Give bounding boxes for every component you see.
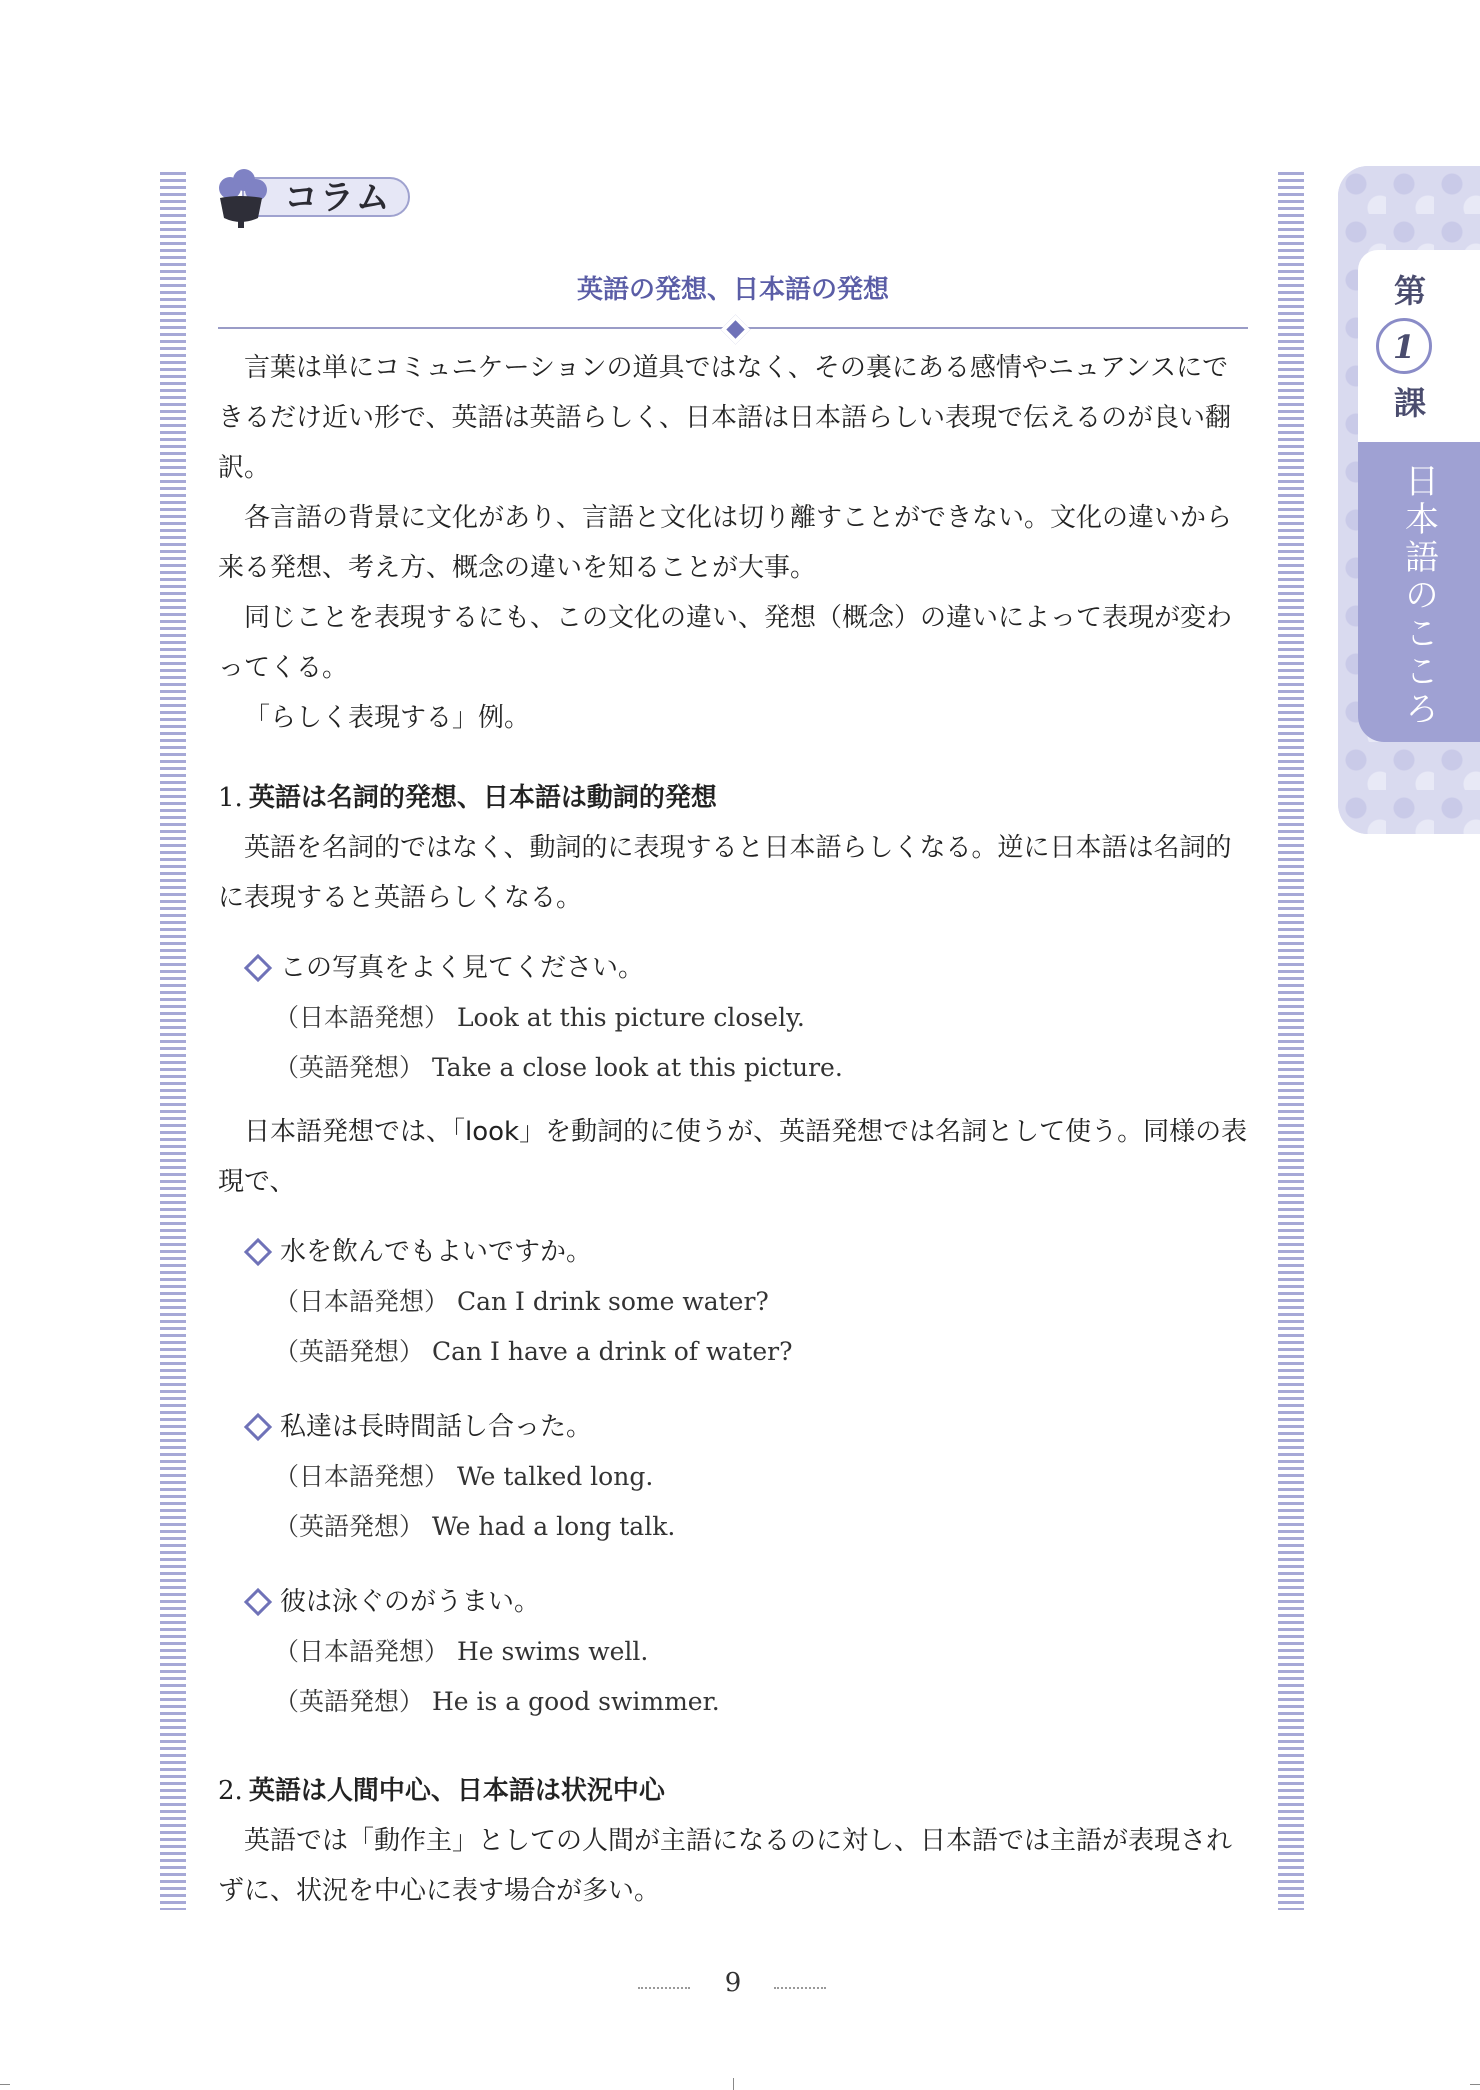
section-1-paragraph: 英語を名詞的ではなく、動詞的に表現すると日本語らしくなる。逆に日本語は名詞的に表現すると英語らしくなる。 [218, 833, 1232, 913]
example-japanese-style: （日本語発想） He swims well. [274, 1637, 649, 1666]
chapter-ka: 課 [1394, 384, 1427, 422]
section-2 [218, 1766, 1248, 1916]
section-1-middle-paragraph: 日本語発想では、「look」を動詞的に使うが、英語発想では名詞として使う。同様の表現で、 [218, 1117, 1248, 1197]
crop-mark [1470, 2084, 1480, 2085]
example-block [246, 1577, 1248, 1727]
section-2-title [218, 1766, 1248, 1816]
intro-text [218, 343, 1248, 743]
page-number: 9 [724, 1968, 742, 1998]
example-block [246, 1402, 1248, 1552]
example-head-text: 水を飲んでもよいですか。 [280, 1237, 593, 1267]
article-heading: 英語の発想、日本語の発想 [576, 275, 889, 305]
section-2-paragraph: 英語では「動作主」としての人間が主語になるのに対し、日本語では主語が表現されずに、状況を中心に表す場合が多い。 [218, 1826, 1233, 1906]
diamond-bullet-icon [244, 1238, 272, 1266]
flower-icon [212, 168, 270, 232]
example-head-text: 彼は泳ぐのがうまい。 [280, 1587, 541, 1617]
rule-diamond-icon [721, 315, 751, 345]
footer-dots-left [638, 1987, 690, 1989]
diamond-bullet-icon [244, 1588, 272, 1616]
example-head [246, 1577, 1248, 1627]
section-1 [218, 773, 1248, 1727]
example-english-style: （英語発想） Can I have a drink of water? [274, 1337, 793, 1366]
example-head [246, 1227, 1248, 1277]
chapter-side-tab [1338, 166, 1480, 834]
column-badge [212, 168, 412, 228]
example-block [246, 943, 1248, 1093]
intro-paragraph: 「らしく表現する」例。 [244, 703, 531, 733]
diamond-bullet-icon [244, 1413, 272, 1441]
right-striped-rail [1278, 172, 1304, 1910]
crop-mark [0, 2084, 10, 2085]
column-label: コラム [284, 178, 392, 218]
example-english-style: （英語発想） Take a close look at this picture. [274, 1053, 843, 1082]
section-1-heading: 英語は名詞的発想、日本語は動詞的発想 [248, 783, 717, 813]
intro-paragraph: 同じことを表現するにも、この文化の違い、発想（概念）の違いによって表現が変わってくる。 [218, 603, 1233, 683]
example-japanese-style: （日本語発想） We talked long. [274, 1462, 654, 1491]
example-japanese-style: （日本語発想） Look at this picture closely. [274, 1003, 805, 1032]
example-block [246, 1227, 1248, 1377]
left-striped-rail [160, 172, 186, 1910]
intro-paragraph: 各言語の背景に文化があり、言語と文化は切り離すことができない。文化の違いから来る発想、考え方、概念の違いを知ることが大事。 [218, 503, 1233, 583]
section-1-number: 1. [218, 783, 243, 813]
chapter-number-circle: 1 [1376, 318, 1432, 374]
footer-dots-right [774, 1987, 826, 1989]
diamond-bullet-icon [244, 954, 272, 982]
example-english-style: （英語発想） He is a good swimmer. [274, 1687, 720, 1716]
example-head-text: 私達は長時間話し合った。 [280, 1412, 593, 1442]
section-2-number: 2. [218, 1776, 243, 1806]
section-2-heading: 英語は人間中心、日本語は状況中心 [248, 1776, 665, 1806]
page-footer [0, 1968, 1480, 2008]
chapter-title: 日本語のこころ [1398, 463, 1439, 729]
chapter-dai: 第 [1394, 272, 1427, 310]
example-head [246, 943, 1248, 993]
section-1-title [218, 773, 1248, 823]
example-english-style: （英語発想） We had a long talk. [274, 1512, 676, 1541]
example-head [246, 1402, 1248, 1452]
example-japanese-style: （日本語発想） Can I drink some water? [274, 1287, 769, 1316]
crop-mark [733, 2078, 734, 2090]
intro-paragraph: 言葉は単にコミュニケーションの道具ではなく、その裏にある感情やニュアンスにできるだけ近い形で、英語は英語らしく、日本語は日本語らしい表現で伝えるのが良い翻訳。 [218, 353, 1231, 483]
example-head-text: この写真をよく見てください。 [280, 953, 645, 983]
